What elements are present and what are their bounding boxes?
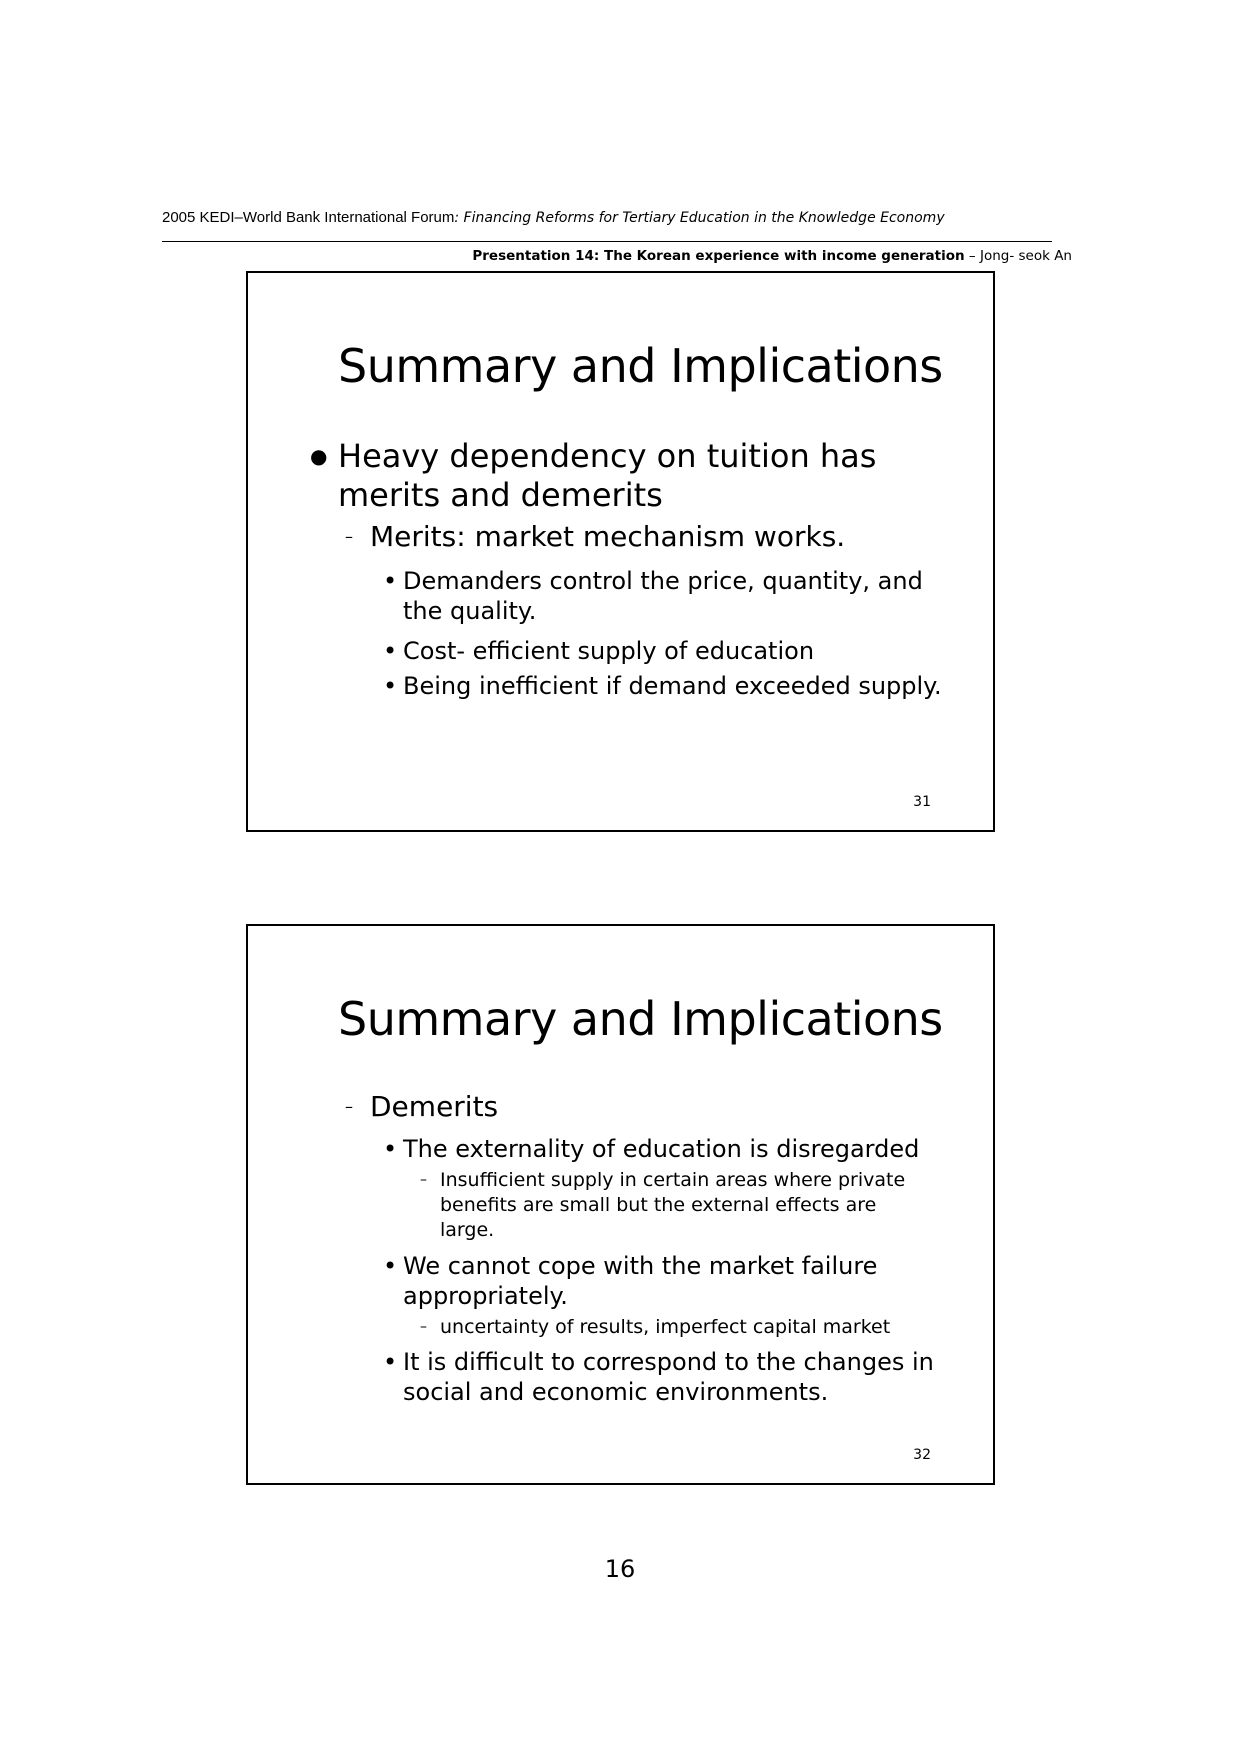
slide-number: 31 [913,794,931,810]
forum-name: 2005 KEDI–World Bank International Forum [162,209,455,226]
presentation-header [472,248,1072,264]
document-header [162,209,945,226]
sub-point: – Demerits [370,1090,890,1124]
slide-title: Summary and Implications [338,339,943,393]
slide-number: 32 [913,1447,931,1463]
header-divider [162,241,1052,242]
forum-title: : Financing Reforms for Tertiary Education in the Knowledge Economy [454,210,945,226]
page-number: 16 [604,1555,636,1583]
list-item: • Demanders control the price, quantity, and the quality. [403,566,948,626]
list-item: • Cost- efficient supply of education [403,636,948,666]
presentation-title: Presentation 14: The Korean experience with income generation [472,248,965,264]
list-item: • It is difficult to correspond to the changes in social and economic environments. [403,1347,948,1407]
slide-32 [246,924,995,1485]
slide-31 [246,271,995,832]
presentation-author: – Jong- seok An [964,248,1072,264]
list-detail: – Insufficient supply in certain areas where private benefits are small but the external effects are large. [440,1168,920,1243]
list-item: • We cannot cope with the market failure appropriately. [403,1251,948,1311]
list-item: • The externality of education is disregarded [403,1134,948,1164]
bullet-point: ● Heavy dependency on tuition has merits and demerits [338,437,898,515]
sub-point: – Merits: market mechanism works. [370,520,890,554]
list-item: • Being inefficient if demand exceeded supply. [403,671,948,701]
list-detail: – uncertainty of results, imperfect capital market [440,1315,920,1340]
slide-title: Summary and Implications [338,992,943,1046]
